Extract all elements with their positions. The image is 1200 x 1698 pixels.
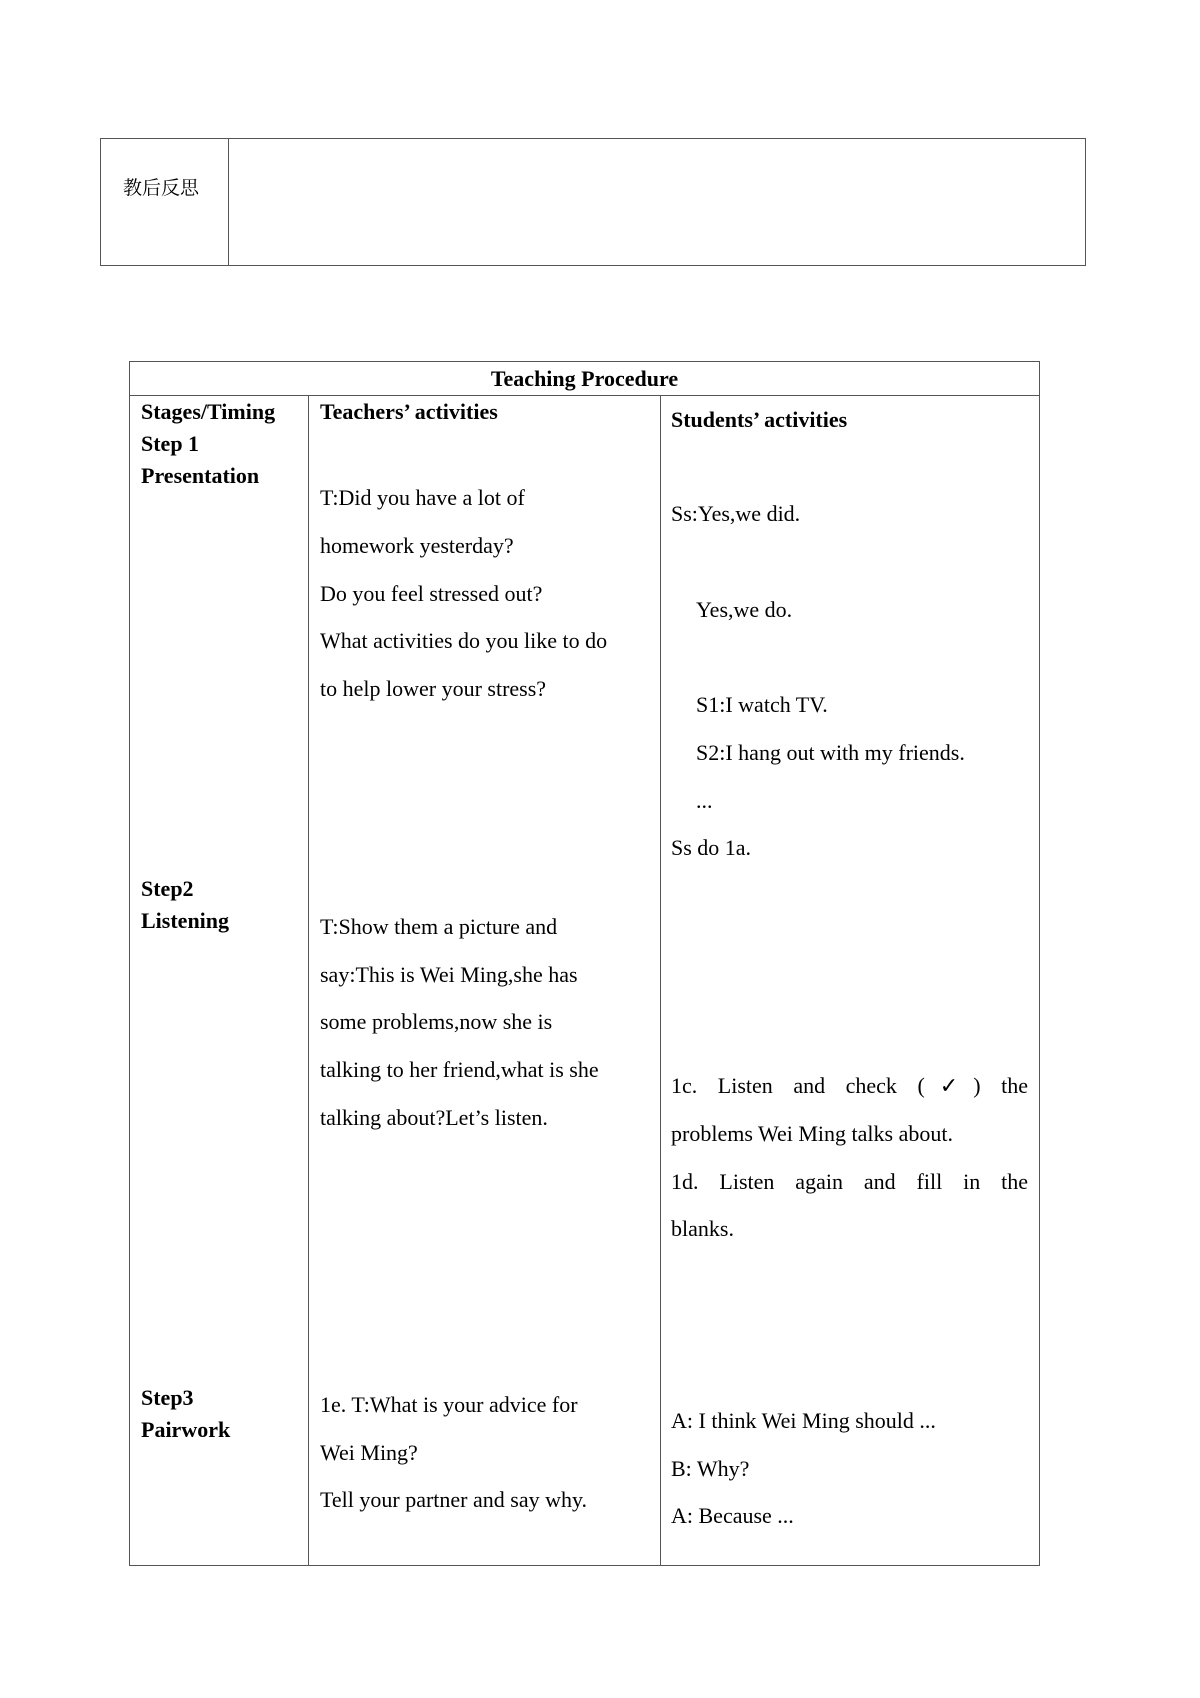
student-line: Ss do 1a. [671,835,752,860]
teacher-line: Tell your partner and say why. [320,1487,588,1512]
header-students: Students’ activities [671,407,848,432]
student-line: 1c. Listen and check (✓) the [671,1073,1028,1098]
student-line: 1d. Listen again and fill in the [671,1169,1028,1194]
teacher-line: to help lower your stress? [320,676,547,701]
step-label: Pairwork [141,1417,231,1442]
teacher-line: T:Show them a picture and [320,914,558,939]
teacher-line: say:This is Wei Ming,she has [320,962,578,987]
step-name: Step 1 [141,431,200,456]
reflection-label: 教后反思 [101,139,229,265]
step-label: Presentation [141,463,260,488]
table-title: Teaching Procedure [130,362,1039,396]
teacher-line: talking to her friend,what is she [320,1057,599,1082]
student-line: S1:I watch TV. [696,692,828,717]
step-label: Listening [141,908,230,933]
reflection-table [100,138,1086,266]
teacher-line: homework yesterday? [320,533,514,558]
step-name: Step2 [141,876,194,901]
teacher-line: T:Did you have a lot of [320,485,525,510]
header-stages: Stages/Timing [141,399,276,424]
student-line: Ss:Yes,we did. [671,501,801,526]
teaching-procedure-table [129,361,1040,1566]
student-line: B: Why? [671,1456,750,1481]
header-teachers: Teachers’ activities [320,399,498,424]
teacher-line: What activities do you like to do [320,628,608,653]
teacher-line: talking about?Let’s listen. [320,1105,548,1130]
student-line: blanks. [671,1216,734,1241]
teacher-line: Do you feel stressed out? [320,581,543,606]
teacher-line: some problems,now she is [320,1009,553,1034]
student-line: A: Because ... [671,1503,794,1528]
student-line: A: I think Wei Ming should ... [671,1408,936,1433]
teacher-line: 1e. T:What is your advice for [320,1392,578,1417]
student-line: S2:I hang out with my friends. [696,740,965,765]
student-line: problems Wei Ming talks about. [671,1121,953,1146]
step-name: Step3 [141,1385,194,1410]
student-line: Yes,we do. [696,597,793,622]
column-divider [308,396,309,1565]
column-divider [660,396,661,1565]
student-line: ... [696,788,713,813]
teacher-line: Wei Ming? [320,1440,418,1465]
